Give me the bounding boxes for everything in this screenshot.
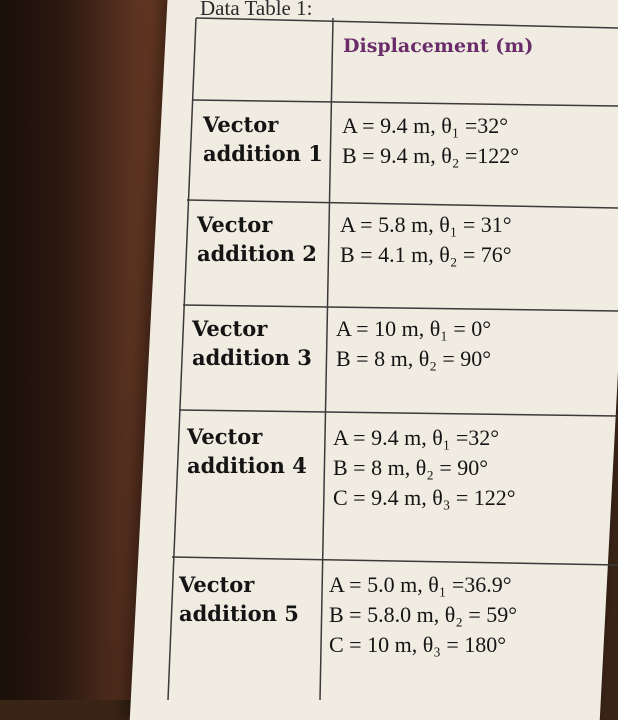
row-divider-3 bbox=[183, 305, 618, 311]
row-label-1-line1: Vector bbox=[203, 112, 279, 137]
row-label-2-line1: Vector bbox=[197, 212, 273, 237]
row-1-value-b: B = 9.4 m, θ₂ =122° bbox=[342, 143, 520, 168]
row-label-4-line2: addition 4 bbox=[187, 453, 307, 478]
row-3-value-b: B = 8 m, θ₂ = 90° bbox=[336, 346, 492, 371]
row-values-4 bbox=[333, 423, 516, 513]
row-4-value-a: A = 9.4 m, θ₁ =32° bbox=[333, 425, 500, 450]
row-label-3-line1: Vector bbox=[192, 316, 268, 341]
row-divider-5 bbox=[172, 557, 618, 565]
displacement-header: Displacement (m) bbox=[343, 35, 534, 57]
row-label-1-line2: addition 1 bbox=[203, 141, 323, 166]
row-label-2 bbox=[197, 210, 317, 268]
row-2-value-b: B = 4.1 m, θ₂ = 76° bbox=[340, 242, 512, 267]
row-divider-2 bbox=[187, 200, 618, 208]
row-5-value-b: B = 5.8.0 m, θ₂ = 59° bbox=[329, 602, 518, 627]
row-3-value-a: A = 10 m, θ₁ = 0° bbox=[336, 316, 492, 341]
row-4-value-c: C = 9.4 m, θ₃ = 122° bbox=[333, 485, 516, 510]
row-label-2-line2: addition 2 bbox=[197, 241, 317, 266]
row-values-3 bbox=[336, 314, 491, 374]
row-label-3 bbox=[192, 314, 312, 372]
row-2-value-a: A = 5.8 m, θ₁ = 31° bbox=[340, 212, 512, 237]
table-title: Data Table 1: bbox=[200, 0, 313, 20]
row-1-value-a: A = 9.4 m, θ₁ =32° bbox=[342, 113, 509, 138]
row-label-4-line1: Vector bbox=[187, 424, 263, 449]
row-values-1 bbox=[342, 111, 519, 171]
row-divider-1 bbox=[192, 100, 618, 106]
row-label-5 bbox=[179, 570, 299, 628]
row-label-3-line2: addition 3 bbox=[192, 345, 312, 370]
row-values-5 bbox=[329, 570, 517, 660]
row-label-5-line1: Vector bbox=[179, 572, 255, 597]
row-5-value-c: C = 10 m, θ₃ = 180° bbox=[329, 632, 507, 657]
row-label-5-line2: addition 5 bbox=[179, 601, 299, 626]
row-5-value-a: A = 5.0 m, θ₁ =36.9° bbox=[329, 572, 512, 597]
row-4-value-b: B = 8 m, θ₂ = 90° bbox=[333, 455, 489, 480]
row-values-2 bbox=[340, 210, 512, 270]
row-label-1 bbox=[203, 110, 323, 168]
row-divider-4 bbox=[179, 410, 618, 416]
row-label-4 bbox=[187, 422, 307, 480]
table-top-border bbox=[196, 18, 618, 28]
